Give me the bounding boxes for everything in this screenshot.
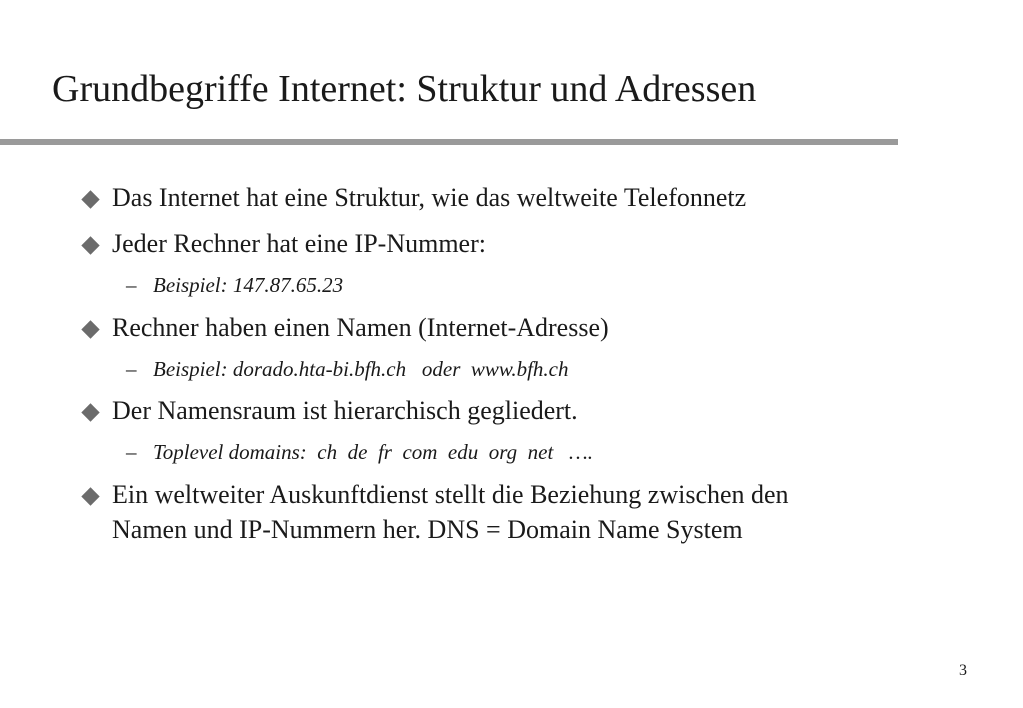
page-number: 3 [959,662,967,679]
sub-text: Toplevel domains: ch de fr com edu org net …. [153,440,593,464]
slide-title: Grundbegriffe Internet: Struktur und Adressen [52,68,757,110]
bullet-text-line-1: Ein weltweiter Auskunftdienst stellt die Beziehung zwischen den [112,480,789,509]
diamond-bullet-icon [81,403,99,421]
bullet-text: Rechner haben einen Namen (Internet-Adresse) [112,313,609,342]
bullet-text: Jeder Rechner hat eine IP-Nummer: [112,229,486,258]
bullet-text: Der Namensraum ist hierarchisch gegliedert. [112,396,578,425]
sub-text: Beispiel: dorado.hta-bi.bfh.ch oder www.bfh.ch [153,357,569,381]
diamond-bullet-icon [81,487,99,505]
diamond-bullet-icon [81,236,99,254]
dash-bullet-icon: – [126,273,137,297]
sub-text: Beispiel: 147.87.65.23 [153,273,344,297]
diamond-bullet-icon [81,320,99,338]
dash-bullet-icon: – [126,440,137,464]
title-underline [0,139,898,145]
bullet-text-line-2: Namen und IP-Nummern her. DNS = Domain Name System [112,515,743,544]
diamond-bullet-icon [81,190,99,208]
bullet-text: Das Internet hat eine Struktur, wie das weltweite Telefonnetz [112,183,747,212]
dash-bullet-icon: – [126,357,137,381]
